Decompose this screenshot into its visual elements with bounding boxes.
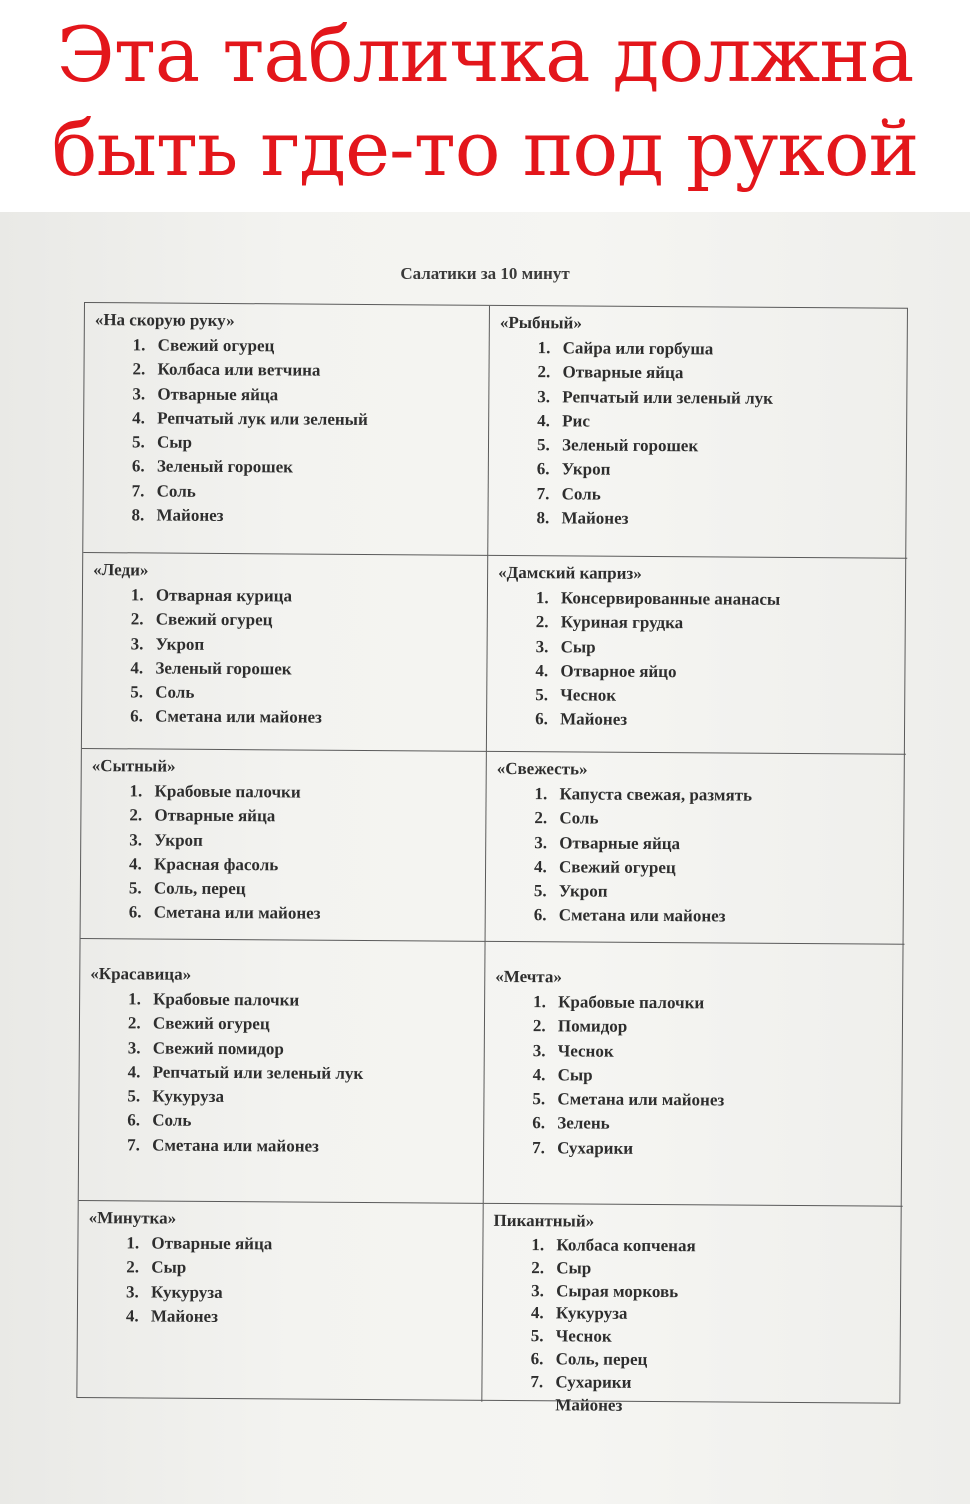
ingredient-item: 4. Репчатый лук или зеленый: [149, 406, 480, 433]
header-line-2: быть где-то под рукой: [51, 104, 919, 193]
ingredient-item: 3. Сыр: [553, 635, 899, 662]
ingredient-item: 6. Укроп: [554, 458, 900, 485]
ingredient-item: 1. Колбаса копченая: [548, 1234, 894, 1259]
ingredient-item: 3. Репчатый или зеленый лук: [554, 385, 900, 412]
ingredient-item: 5. Сметана или майонез: [549, 1087, 895, 1114]
ingredient-list: [498, 336, 900, 533]
ingredient-item: 7. Соль: [554, 482, 900, 509]
salad-name: «На скорую руку»: [94, 310, 235, 331]
ingredient-item: 5. Сыр: [149, 431, 480, 458]
ingredient-item: 5. Укроп: [551, 879, 897, 906]
ingredient-item: 7. Сухарики: [549, 1136, 895, 1163]
ingredient-item: 2. Отварные яйца: [146, 804, 477, 831]
ingredient-item: 1. Отварные яйца: [143, 1231, 474, 1258]
ingredient-item: 1. Отварная курица: [148, 583, 479, 610]
ingredient-item: 6. Сметана или майонез: [551, 904, 897, 931]
ingredient-item: 4. Отварное яйцо: [552, 659, 898, 686]
ingredient-item: 2. Сыр: [143, 1256, 474, 1283]
salad-name: Пикантный»: [493, 1210, 595, 1231]
ingredient-list: [93, 333, 480, 530]
ingredient-item: 4. Кукуруза: [548, 1303, 894, 1328]
ingredient-item: 7. Соль: [149, 479, 480, 506]
ingredient-item: 4. Зеленый горошек: [147, 656, 478, 683]
ingredient-item: 1. Крабовые палочки: [146, 779, 477, 806]
ingredient-item: 2. Сыр: [548, 1257, 894, 1282]
ingredient-list: [92, 583, 479, 731]
ingredient-item: 4. Рис: [554, 409, 900, 436]
paper-sheet: [0, 212, 970, 1504]
ingredient-item: 6. Сметана или майонез: [147, 705, 478, 732]
salad-cell: [82, 553, 488, 752]
ingredient-item: 1. Свежий огурец: [150, 333, 481, 360]
salad-cell: [484, 942, 905, 1207]
ingredient-item: 1. Крабовые палочки: [550, 990, 896, 1017]
salad-cell: [83, 303, 490, 556]
ingredient-item: 7. Сметана или майонез: [144, 1133, 475, 1160]
salad-cell: [487, 556, 907, 755]
ingredient-item: 5. Чеснок: [548, 1325, 894, 1350]
ingredient-list: [497, 586, 899, 735]
salad-cell: [482, 1204, 902, 1415]
salad-name: «Мечта»: [495, 966, 562, 987]
ingredient-list: [89, 987, 476, 1160]
ingredient-item: 4. Красная фасоль: [146, 852, 477, 879]
ingredient-extra: Майонез: [555, 1394, 623, 1415]
header-banner: [0, 0, 970, 212]
ingredient-list: [496, 782, 898, 931]
ingredient-item: 2. Помидор: [550, 1015, 896, 1042]
ingredient-item: 3. Кукуруза: [143, 1280, 474, 1307]
ingredient-item: 4. Репчатый или зеленый лук: [145, 1060, 476, 1087]
salad-cell: [81, 749, 487, 942]
ingredient-item: 1. Капуста свежая, размять: [551, 782, 897, 809]
ingredient-item: 6. Зеленый горошек: [149, 455, 480, 482]
ingredient-item: 6. Сметана или майонез: [146, 901, 477, 928]
ingredient-item: 2. Колбаса или ветчина: [149, 358, 480, 385]
ingredient-item: 2. Куриная грудка: [553, 611, 899, 638]
salad-table: [76, 302, 908, 1415]
salad-name: «Рыбный»: [499, 312, 582, 333]
salad-name: «Минутка»: [88, 1208, 177, 1228]
header-line-1: Эта табличка должна: [56, 10, 914, 99]
ingredient-item: 6. Соль: [144, 1109, 475, 1136]
ingredient-item: 2. Отварные яйца: [554, 361, 900, 388]
ingredient-item: 5. Соль, перец: [146, 877, 477, 904]
ingredient-list: [492, 1234, 894, 1396]
ingredient-item: 6. Майонез: [552, 708, 898, 735]
ingredient-item: 6. Зелень: [549, 1112, 895, 1139]
ingredient-item: 3. Сырая морковь: [548, 1280, 894, 1305]
salad-cell: [79, 939, 486, 1204]
ingredient-item: 6. Соль, перец: [548, 1348, 894, 1373]
ingredient-item: 3. Чеснок: [550, 1039, 896, 1066]
document-title: Салатики за 10 минут: [400, 264, 570, 283]
ingredient-item: 3. Отварные яйца: [551, 831, 897, 858]
ingredient-item: 5. Чеснок: [552, 683, 898, 710]
ingredient-item: 3. Свежий помидор: [145, 1036, 476, 1063]
ingredient-item: 4. Сыр: [550, 1063, 896, 1090]
ingredient-item: 7. Сухарики: [547, 1371, 893, 1396]
ingredient-item: 3. Укроп: [148, 632, 479, 659]
ingredient-item: 5. Кукуруза: [144, 1085, 475, 1112]
salad-name: «Леди»: [93, 560, 149, 580]
ingredient-list: [91, 779, 478, 927]
ingredient-item: 2. Свежий огурец: [145, 1012, 476, 1039]
ingredient-item: 3. Отварные яйца: [149, 382, 480, 409]
ingredient-item: 4. Майонез: [143, 1304, 474, 1331]
ingredient-list: [494, 990, 896, 1163]
ingredient-item: 8. Майонез: [148, 504, 479, 531]
salad-cell: [77, 1201, 483, 1402]
salad-cell: [486, 752, 906, 945]
ingredient-item: 2. Соль: [551, 807, 897, 834]
ingredient-item: 1. Крабовые палочки: [145, 987, 476, 1014]
salad-name: «Свежесть»: [496, 758, 588, 779]
salad-name: «Красавица»: [90, 964, 192, 984]
ingredient-item: 5. Зеленый горошек: [554, 433, 900, 460]
ingredient-list: [88, 1231, 475, 1331]
salad-name: «Сытный»: [91, 756, 176, 776]
ingredient-item: 3. Укроп: [146, 828, 477, 855]
ingredient-item: 1. Сайра или горбуша: [555, 336, 901, 363]
ingredient-item: 2. Свежий огурец: [148, 608, 479, 635]
ingredient-item: 5. Соль: [147, 681, 478, 708]
ingredient-item: 1. Консервированные ананасы: [553, 586, 899, 613]
ingredient-item: 4. Свежий огурец: [551, 855, 897, 882]
ingredient-item: 8. Майонез: [553, 506, 899, 533]
salad-cell: [488, 306, 909, 559]
salad-name: «Дамский каприз»: [498, 562, 642, 583]
